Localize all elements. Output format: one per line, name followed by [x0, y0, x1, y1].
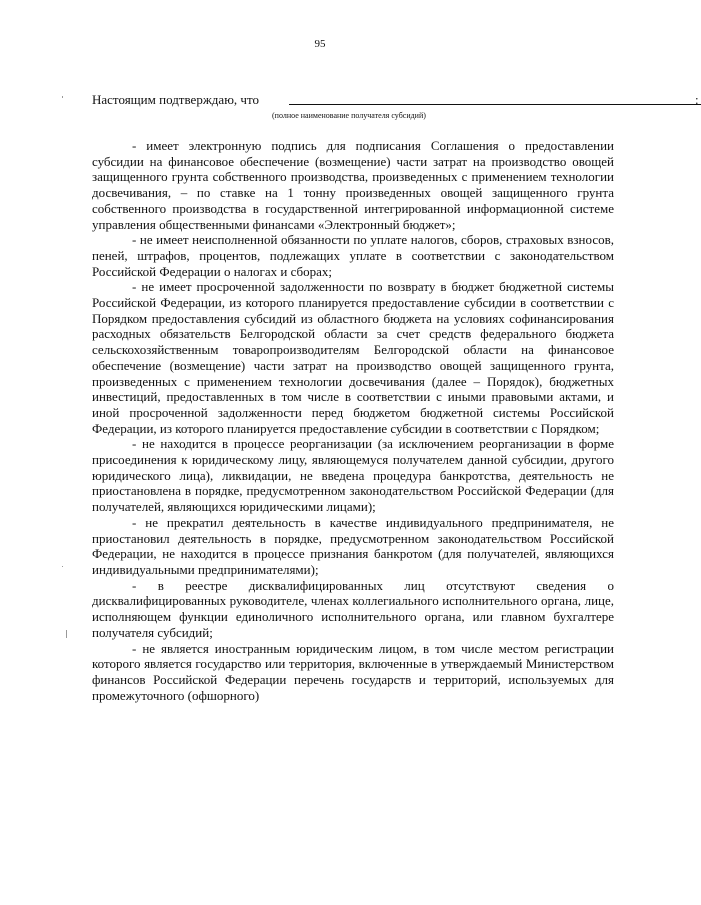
declaration-body — [92, 138, 614, 703]
clause-entrepreneur-active: - не прекратил деятельность в качестве индивидуального предпринимателя, не приостановил деятельность в порядке, предусмотренном законодательством Российской Федерации, не находится в процессе признания банкротом (для получателей, являющихся индивидуальными предпринимателями); — [92, 514, 614, 577]
clause-no-budget-debt: - не имеет просроченной задолженности по возврату в бюджет бюджетной системы Российской Федерации, из которого планируется предоставление субсидии в соответствии с Порядком предоставления субсидий из областного бюджета на условиях софинансирования расходных обязательств Белгородской области за счет средств федерального бюджета сельскохозяйственным товаропроизводителям Белгородской области на финансовое обеспечение (возмещение) части затрат на производство овощей защищенного грунта, произведенных с применением технологии досвечивания (далее – Порядок), бюджетных инвестиций, предоставленных в том числе в соответствии с иными правовыми актами, и иной просроченной задолженности перед бюджетом бюджетной системы Российской Федерации, из которого планируется предоставление субсидии в соответствии с Порядком; — [92, 279, 614, 436]
clause-no-tax-arrears: - не имеет неисполненной обязанности по уплате налогов, сборов, страховых взносов, пеней, штрафов, процентов, подлежащих уплате в соответствии с законодательством Российской Федерации о налогах и сборах; — [92, 232, 614, 279]
clause-electronic-signature: - имеет электронную подпись для подписания Соглашения о предоставлении субсидии на финансовое обеспечение (возмещение) части затрат на производство овощей защищенного грунта собственного производства, произведенных с применением технологии досвечивания, – по ставке на 1 тонну произведенных овощей защищенного грунта собственного производства в государственной интегрированной информационной системе управления общественными финансами «Электронный бюджет»; — [92, 138, 614, 232]
recipient-name-hint: (полное наименование получателя субсидий) — [272, 111, 426, 120]
confirmation-line — [92, 92, 699, 108]
recipient-name-blank — [289, 104, 701, 105]
confirmation-prefix: Настоящим подтверждаю, что — [92, 92, 259, 107]
scan-margin-mark — [62, 96, 63, 98]
scan-margin-mark — [62, 566, 63, 567]
clause-not-foreign-entity: - не является иностранным юридическим лицом, в том числе местом регистрации которого является государство или территория, включенные в утверждаемый Министерством финансов Российской Федерации перечень государств и территорий, используемых для промежуточного (офшорного) — [92, 640, 614, 703]
clause-no-disqualified-persons: - в реестре дисквалифицированных лиц отсутствуют сведения о дисквалифицированных руководителе, членах коллегиального исполнительного органа, лице, исполняющем функции единоличного исполнительного органа, или главном бухгалтере получателя субсидий; — [92, 577, 614, 640]
scan-margin-mark — [66, 630, 67, 638]
confirmation-colon: : — [695, 92, 699, 107]
page-number: 95 — [314, 38, 326, 50]
clause-no-reorganization: - не находится в процессе реорганизации (за исключением реорганизации в форме присоединения к юридическому лицу, являющемуся получателем данной субсидии, другого юридического лица), ликвидации, не введена процедура банкротства, деятельность не приостановлена в порядке, предусмотренном законодательством Российской Федерации (для получателей, являющихся юридическими лицами); — [92, 436, 614, 515]
